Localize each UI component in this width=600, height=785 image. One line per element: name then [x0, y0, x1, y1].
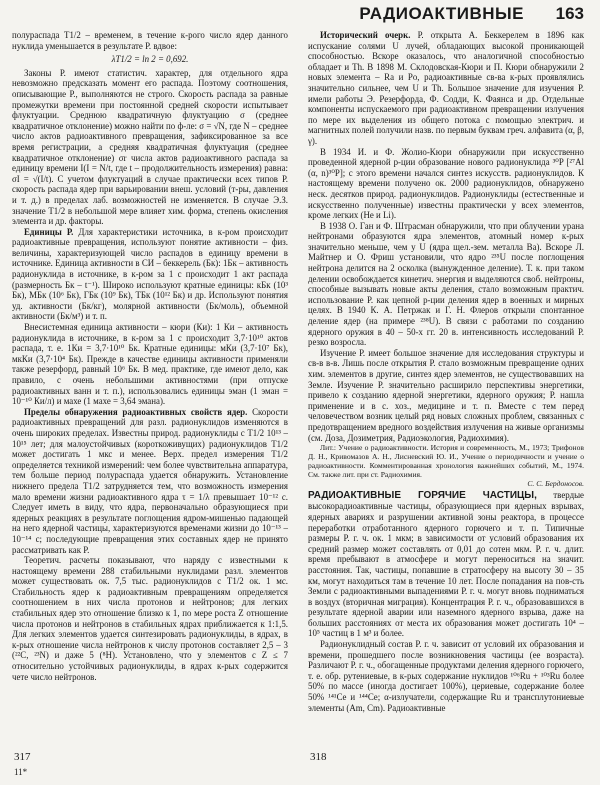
paragraph: Законы Р. имеют статистич. характер, для отдельного ядра невозможно предсказать момент его распада. Поэтому соотношения, описывающие Р., выполняются не строго. Скорость распада за равные промежутки времени при постоянной средней скорости испытывает флуктуации. Среднюю квадратичную флуктуацию σ (среднее квадратичное отклонение) можно найти по ф-ле: σ = √N, где N – среднее число актов радиоактивного превращения, зафиксированное за все время регистрации, а средняя квадратичная флуктуация (среднее квадратичное отклонение) σr числа актов радиоактивного распада за единицу времени I(I = N/t, где t – продолжительность измерения) равна: σI = √(I/t). С учетом флуктуаций в случае практически всех типов Р. скорость распада ядер при варьировании внеш. условий (т-ры, давления и т. д.) в пределах лаб. возможностей не изменяется. В случае Э.З. значение T1/2 в небольшой мере влияет хим. форма, степень окисления элемента и др. факторы.: [12, 67, 288, 227]
paragraph-text: Р. открыта А. Беккерелем в 1896 как испускание солями U лучей, обладающих высокой проникающей способностью. Вскоре оказалось, что аналогичной способностью обладает и Th. В 1898 М. Склодовская-Кюри и П. Кюри обнаружили 2 новых элемента – Ra и Po, радиоактивные св-ва к-рых проявлялись значительно сильнее, чем U и Th. Большое значение для изучения Р. имели работы Э. Резерфорда, Ф. Содди, К. Фаянса и др. Отдельные компоненты испускаемого при радиоактивном превращении излучения по мере их выделения из общего потока с помощью электрич. и магнитных полей получили назв. по первым буквам греч. алфавита (α, β, γ).: [308, 30, 584, 146]
right-column: [308, 30, 584, 740]
printer-signature: 11*: [14, 767, 28, 777]
left-column: [12, 30, 288, 740]
running-title: РАДИОАКТИВНЫЕ: [359, 4, 524, 23]
paragraph: В 1938 О. Ган и Ф. Штрасман обнаружили, что при облучении урана нейтронами образуются ядра элементов, атомный номер к-рых значительно меньше, чем у U (ядра щел.-зем. металла Ba). Вскоре Л. Майтнер и О. Фриш установили, что ядро ²³⁵U после поглощения нейтрона делится на 2 осколка (вынужденное деление). Т. к. при таком делении освобождается кинетич. энергия и выделяются своб. нейтроны, способные вызывать новые акты деления, стало возможным практич. использование Р. как цепной р-ции деления ядер в военных и мирных целях. В 1940 К. А. Петржак и Г. Н. Флеров открыли спонтанное деление ядер (на примере ²³⁸U). В связи с работами по созданию ядерного оружия в 40 – 50-х гг. 20 в. интенсивность исследований Р. резко возросла.: [308, 220, 584, 348]
references: Лит.: Учение о радиоактивности. История и современность, М., 1973; Трифонов Д. Н., Кривомазов А. Н., Лисневский Ю. И., Учение о периодичности и учение о радиоактивности. Комментированная хронология важнейших событий, М., 1974. См. также лит. при ст. Радиохимия.: [308, 443, 584, 480]
page-number: 163: [555, 4, 584, 23]
paragraph: Теоретич. расчеты показывают, что наряду с известными к настоящему времени 288 стабильными нуклидами разл. элементов может существовать ок. 7,5 тыс. радионуклидов с T1/2 ок. 1 мс. Стабильность ядер к радиоактивным превращениям определяется соотношением в них числа протонов и нейтронов; для легких стабильных ядер это отношение близко к 1, по мере роста Z отношение числа протонов и нейтронов в стабильных ядрах приближается к 1:1,5. Для легких элементов удается синтезировать радионуклиды, в ядрах, в к-рых отношение числа нейтронов к числу протонов составляет 2,5 – 3 (²²C, ²³N) и даже 5 (⁸H). Установлено, что у элементов с Z ≤ 7 относительно устойчивых радионуклиды, в ядрах к-рых содержится чете число нейтронов.: [12, 555, 288, 682]
paragraph: полураспада T1/2 – временем, в течение к-рого число ядер данного нуклида уменьшается в результате Р. вдвое:: [12, 30, 288, 51]
paragraph: Радионуклидный состав Р. г. ч. зависит от условий их образования и времени, прошедшего после возникновения частицы (ее возраста). Различают Р. г. ч., обогащенные продуктами деления ядерного горючего, т. е. обр. рутениевые, в к-рых содержание нуклидов ¹⁰⁶Ru + ¹⁰³Ru более 50% по массе (иногда достигает 100%), цериевые, содержание более 50% ¹⁴¹Ce и ¹⁴⁴Ce; α-излучатели, содержащие Ru и трансплутониевые элементы (Am, Cm). Радиоактивные: [308, 639, 584, 713]
paragraph: Изучение Р. имеет большое значение для исследования структуры и св-в в-в. Лишь после открытия Р. стало возможным превращение одних хим. элементов в другие, синтез ядер элементов, не существовавших на Земле. Изучение Р. значительно расширило перспективы энергетики, привело к созданию ядерной энергетики, ядерного оружия; Р. нашла применение и в с. хоз., медицине и т. п. Вместе с тем перед человечеством возник целый ряд новых сложных проблем, связанных с предотвращением вредного воздействия излучения на живые организмы (см. Доза, Дозиметрия, Радиоэкология, Радиохимия).: [308, 347, 584, 443]
paragraph-text: Для характеристики источника, в к-ром происходит радиоактивные превращения, используют понятие активности – физ. величины, характеризующей число распадов в единицу времени в источнике. Единица активности в СИ – беккерель (Бк): 1Бк – активность радионуклида в источнике, в к-ром за 1 с происходит 1 акт распада (размерность Бк – t⁻¹). Широко используют кратные единицы: кБк (10³ Бк), МБк (10⁶ Бк), ГБк (10⁹ Бк), ТБк (10¹² Бк) и др. Используют понятия уд. активности (Бк/кг), молярной активности (Бк/моль), объемной активности (Бк/м³) и т. п.: [12, 226, 288, 322]
paragraph: [12, 407, 288, 555]
paragraph: В 1934 И. и Ф. Жолио-Кюри обнаружили при искусственно проведенной ядерной р-ции образование нового радионуклида ³⁰P [²⁷Al (α, n)³⁰P]; с этого времени начался синтез искусств. радионуклидов. К настоящему времени получено ок. 2000 радионуклидов, обнаружено неск. десятков природ. радионуклидов. Радионуклиды (естественные и искусственно полученные) известны практически у всех элементов, кроме легких (Не и Li).: [308, 146, 584, 221]
left-page-number: 317: [14, 751, 31, 763]
section-lead: Единицы Р.: [24, 226, 74, 237]
paragraph-text: Скорости радиоактивных превращений для разл. радионуклидов изменяются в очень широких пределах. Известны природ. радионуклиды с T1/2 10¹³ – 10¹⁵ лет; для малоустойчивых (короткоживущих) радионуклидов T1/2 может достигать 1 мкс и менее. Верх. предел измерения T1/2 определяется техникой измерений: чем более чувствительна аппаратура, тем больше период полураспада удается обнаружить. Установление нижнего предела T1/2 затрудняется тем, что возможность измерения мало времени жизни радиоактивного ядра τ = 1/λ превышает 10⁻¹² с. Следует иметь в виду, что ядра, первоначально образующиеся при ядерных реакциях в результате поглощения ядром-мишенью падающей на него ядерной частицы, характеризуются временами жизни до 10⁻¹³ – 10⁻¹⁴ с; последующие превращения этих составных ядер не принято рассматривать как Р.: [12, 406, 288, 555]
running-header: [14, 4, 586, 26]
author-signature: С. С. Бердоносов.: [527, 479, 584, 489]
paragraph: [12, 227, 288, 322]
entry-title: РАДИОАКТИВНЫЕ ГОРЯЧИЕ ЧАСТИЦЫ,: [308, 489, 537, 501]
paragraph: [308, 30, 584, 147]
paragraph-text: твердые высокорадиоактивные частицы, образующиеся при ядерных взрывах, ядерных авариях и разрушении активной зоны реактора, в процессе переработки отработанного ядерного горючего и т. п. Типичные размеры Р. г. ч. ок. 1 мкм; в зависимости от условий образования их средний размер может составлять от 0,01 до сотен мкм. Р. г. ч. длит. время пребывают в атмосфере и могут переноситься на значит. расстояния. Так, частицы, попавшие в стратосферу на высоту 30 – 35 км, могут находиться там в течение 10 лет. После попадания на пов-сть Земли с радиоактивными выпадениями Р. г. ч. могут вновь подниматься в воздух (вторичная миграция). Концентрация Р. г. ч., образовавшихся в результате ядерной аварии или наземного ядерного взрыва, даже на больших расстояниях от места их образования может достигать 10⁴ – 10⁵ частиц в 1 м³ и более.: [308, 489, 584, 639]
right-page-number: 318: [310, 751, 327, 763]
entry-paragraph: [308, 490, 584, 639]
paragraph: Внесистемная единица активности – кюри (Ки): 1 Ки – активность радионуклида в источнике, в к-ром за 1 с происходит 3,7·10¹⁰ актов распада, т. е. 1Ки = 3,7·10¹⁰ Бк. Кратные единицы: мКи (3,7·10⁷ Бк), мкКи (3,7·10⁴ Бк). Прежде в качестве единицы активности применяли также резерфорд, равный 10⁶ Бк. В мед. практике, где имеют дело, как правило, с очень небольшими активностями (при отпуске радиоактивных ванн и т. п.), использовались единицы эман (1 эман = 10⁻¹⁰ Ки/л) и махе (1 махе = 3,64 эмана).: [12, 322, 288, 407]
section-lead: Пределы обнаружения радиоактивных свойств ядер.: [24, 406, 248, 417]
formula: λT1/2 = ln 2 = 0,692.: [111, 54, 189, 65]
section-lead: Исторический очерк.: [320, 30, 411, 40]
